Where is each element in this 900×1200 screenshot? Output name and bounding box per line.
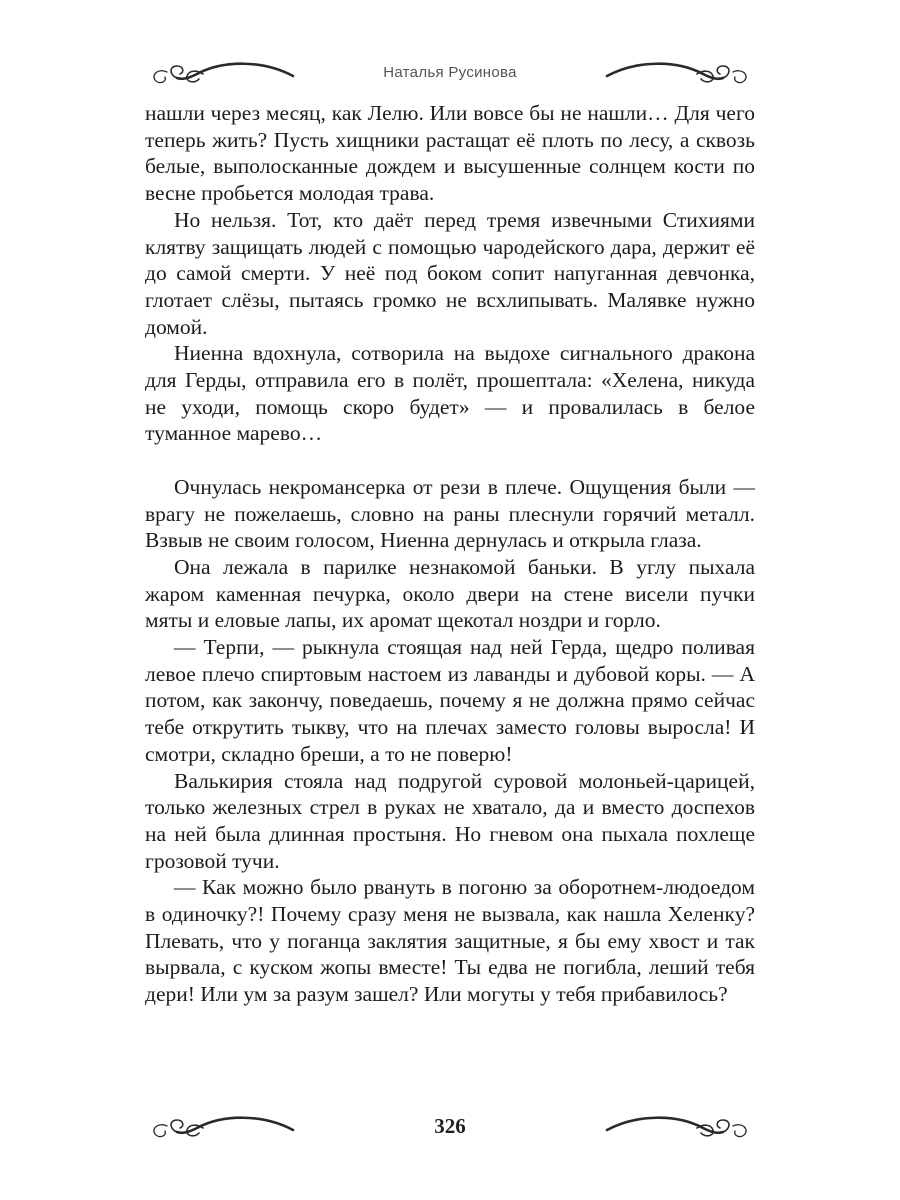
swirl-ornament-icon — [595, 52, 755, 92]
paragraph: Она лежала в парилке незнакомой баньки. В углу пыхала жаром каменная печурка, около двери на стене висели пучки мяты и еловые лапы, их аромат щекотал ноздри и горло. — [145, 554, 755, 633]
swirl-ornament-icon — [595, 1106, 755, 1146]
body-text — [145, 100, 755, 1008]
paragraph: Очнулась некромансерка от рези в плече. Ощущения были — врагу не пожелаешь, словно на раны плеснули горячий металл. Взвыв не своим голосом, Ниенна дернулась и открыла глаза. — [145, 474, 755, 553]
paragraph: — Как можно было рвануть в погоню за оборотнем-людоедом в одиночку?! Почему сразу меня не вызвала, как нашла Хеленку? Плевать, что у поганца заклятия защитные, я бы ему хвост и так вырвала, с куском жопы вместе! Ты едва не погибла, леший тебя дери! Или ум за разум зашел? Или могуты у тебя прибавилось? — [145, 875, 755, 1007]
running-header — [145, 52, 755, 92]
paragraph: Валькирия стояла над подругой суровой молоньей-царицей, только железных стрел в руках не хватало, да и вместо доспехов на ней была длинная простыня. Но гневом она пыхала похлеще грозовой тучи. — [145, 768, 755, 873]
page-number: 326 — [434, 1114, 466, 1138]
page-footer — [145, 1106, 755, 1146]
paragraph: Но нельзя. Тот, кто даёт перед тремя извечными Стихиями клятву защищать людей с помощью чародейского дара, держит её до самой смерти. У неё под боком сопит напуганная девчонка, глотает слёзы, пытаясь громко не всхлипывать. Малявке нужно домой. — [145, 207, 755, 339]
paragraph: Ниенна вдохнула, сотворила на выдохе сигнального дракона для Герды, отправила его в полёт, прошептала: «Хелена, никуда не уходи, помощь скоро будет» — и провалилась в белое туманное марево… — [145, 341, 755, 446]
paragraph: нашли через месяц, как Лелю. Или вовсе бы не нашли… Для чего теперь жить? Пусть хищники растащат её плоть по лесу, а сквозь белые, выполосканные дождем и высушенные солнцем кости по весне пробьется молодая трава. — [145, 101, 755, 206]
author-name: Наталья Русинова — [383, 64, 517, 81]
paragraph: — Терпи, — рыкнула стоящая над ней Герда, щедро поливая левое плечо спиртовым настоем из лаванды и дубовой коры. — А потом, как закончу, поведаешь, почему я не должна прямо сейчас тебе открутить тыкву, что на плечах заместо головы выросла! И смотри, складно бреши, а то не поверю! — [145, 635, 755, 766]
